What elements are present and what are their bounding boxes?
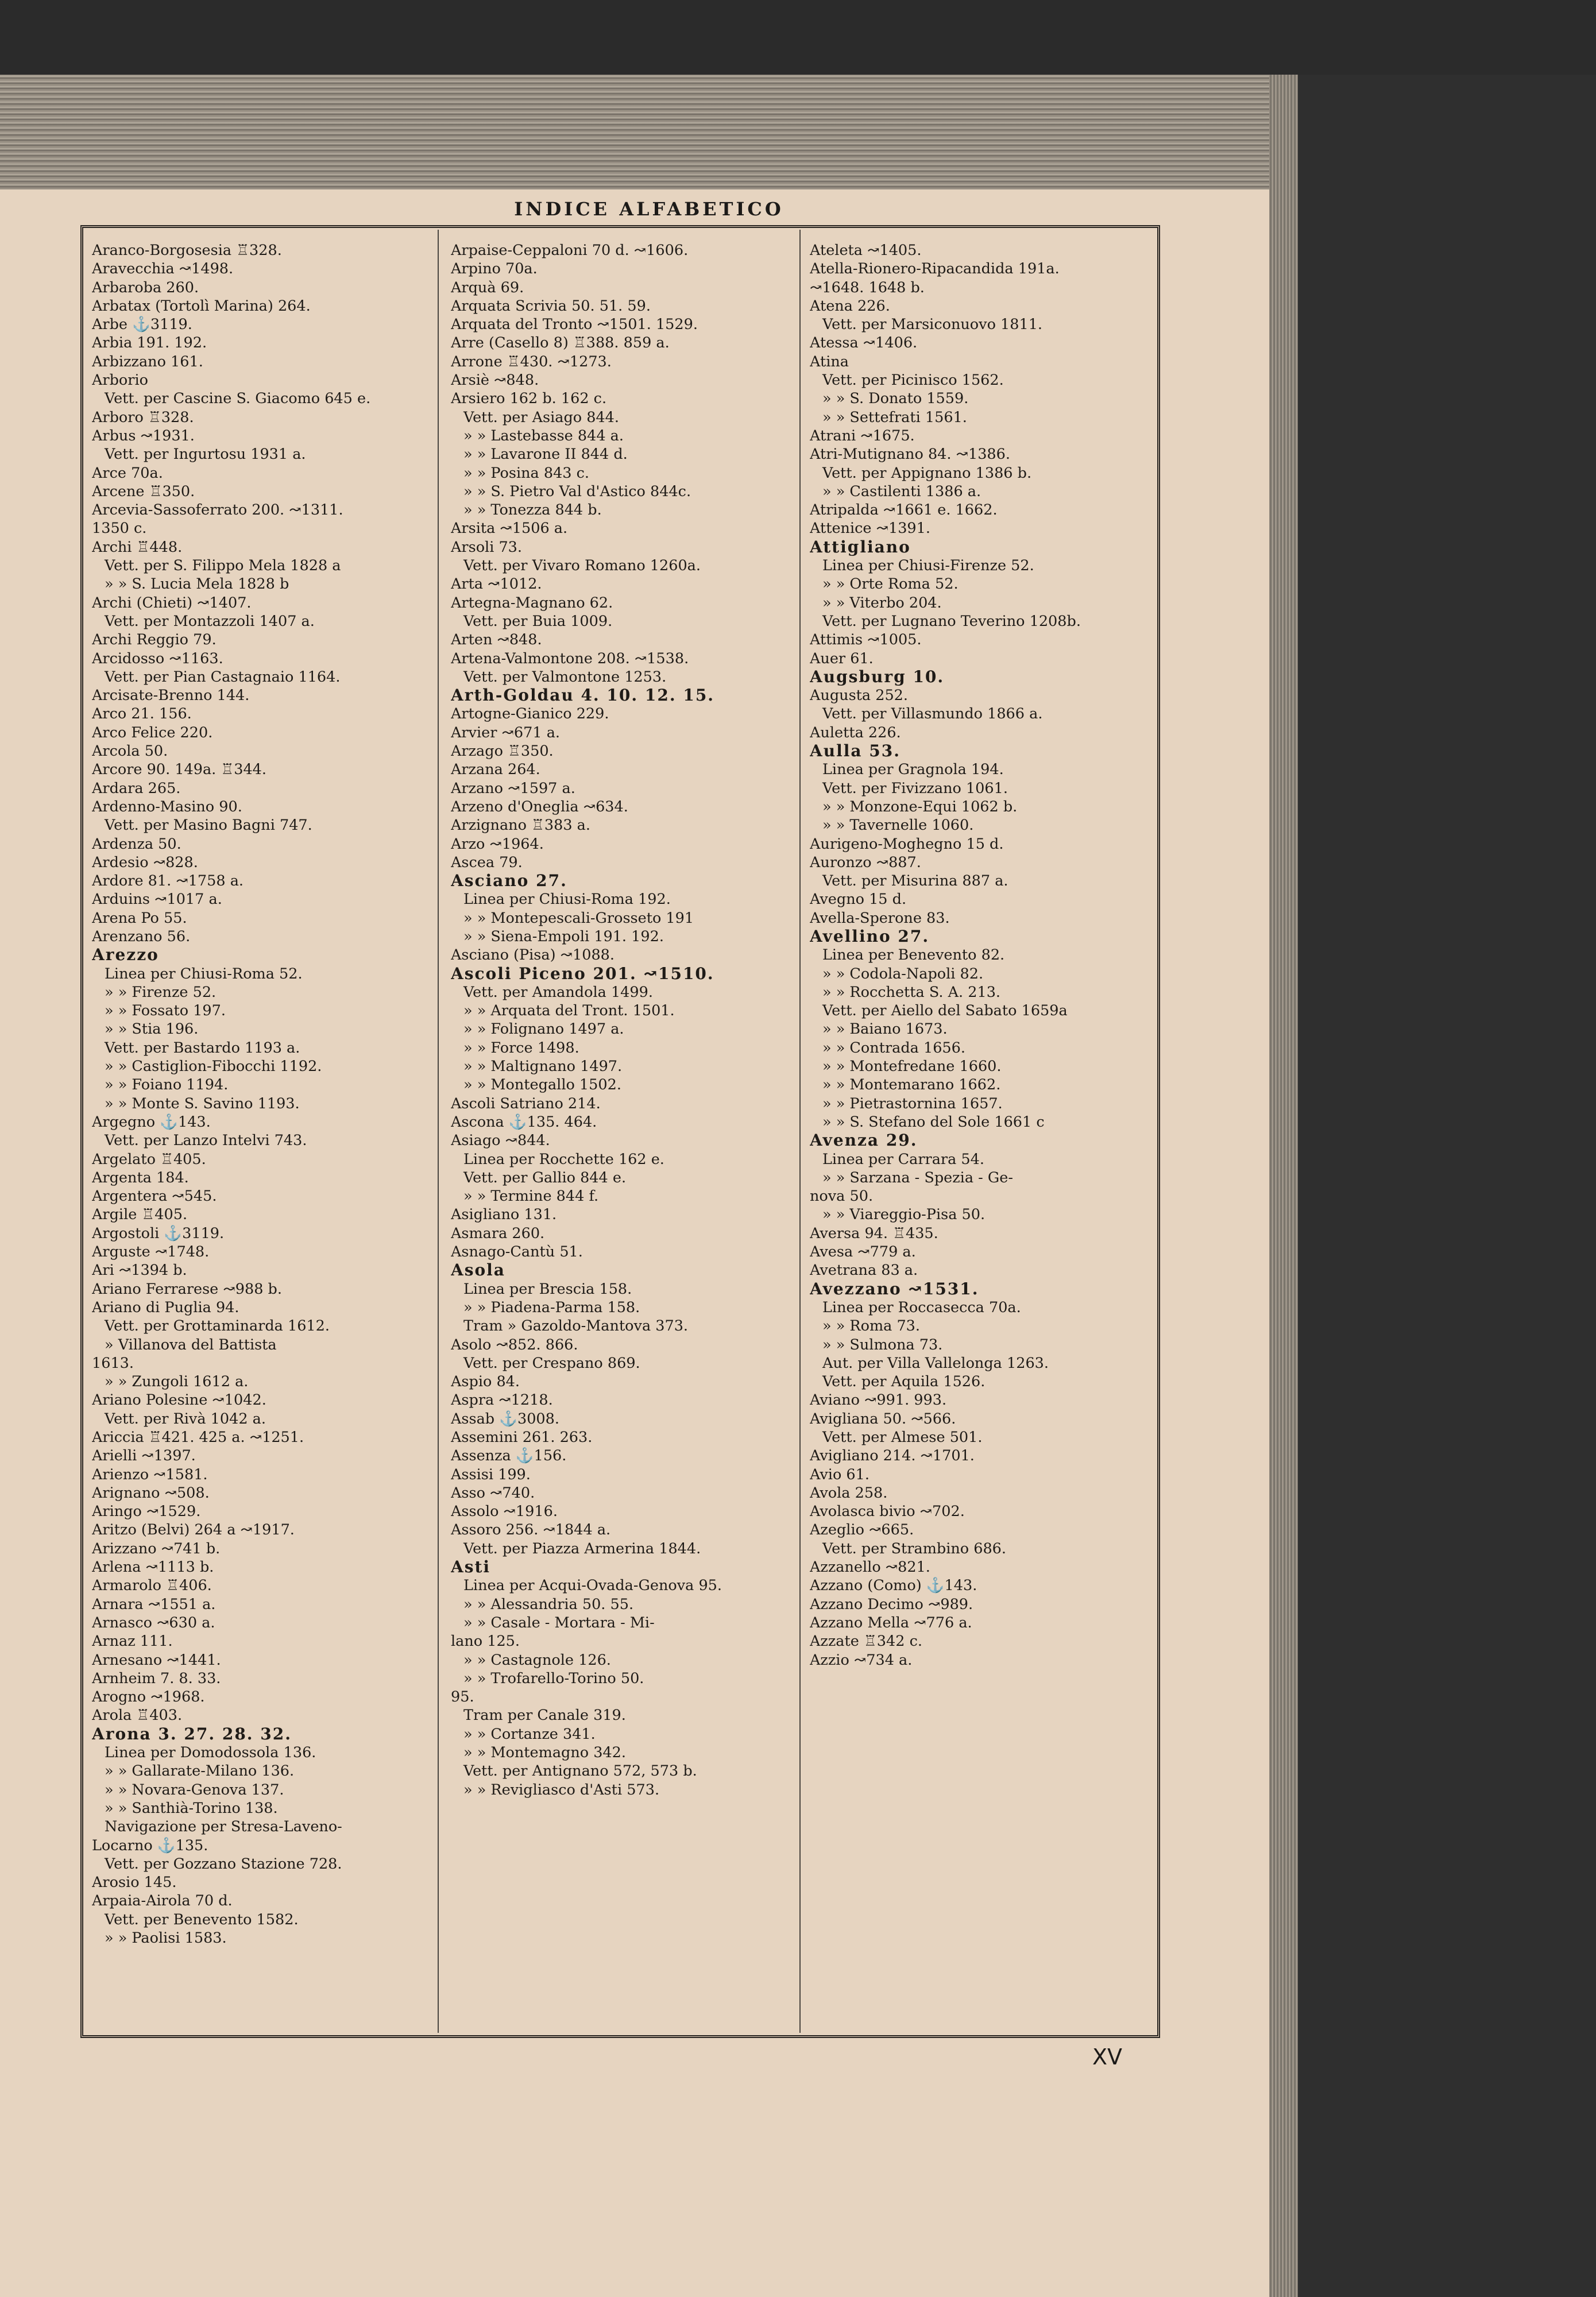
- index-entry: Vett. per Lanzo Intelvi 743.: [105, 1132, 307, 1150]
- index-entry: Arre (Casello 8) ♖388. 859 a.: [451, 334, 670, 352]
- index-entry: Asigliano 131.: [451, 1206, 557, 1224]
- index-entry: Navigazione per Stresa-Laveno-: [105, 1818, 342, 1836]
- index-entry: Vett. per Crespano 869.: [463, 1354, 640, 1372]
- index-entry: » » Rocchetta S. A. 213.: [822, 983, 1001, 1001]
- index-entry: Artegna-Magnano 62.: [451, 594, 613, 612]
- index-entry: Arzana 264.: [451, 761, 540, 779]
- index-entry: Vett. per Fivizzano 1061.: [822, 779, 1008, 797]
- page-stack-edges: [0, 75, 1298, 190]
- index-entry: Assenza ⚓156.: [451, 1447, 567, 1465]
- index-entry: Armarolo ♖406.: [92, 1577, 212, 1595]
- index-entry: Arbus ↝1931.: [92, 427, 195, 444]
- index-entry: Artena-Valmontone 208. ↝1538.: [451, 649, 689, 667]
- index-entry: Arignano ↝508.: [92, 1484, 210, 1502]
- index-entry: Arbizzano 161.: [92, 353, 203, 370]
- index-entry: Asnago-Cantù 51.: [451, 1243, 583, 1261]
- index-entry: 95.: [451, 1688, 474, 1706]
- index-entry: Azeglio ↝665.: [810, 1521, 914, 1539]
- index-entry: Arnheim 7. 8. 33.: [92, 1669, 221, 1687]
- index-entry: » » Force 1498.: [463, 1039, 579, 1057]
- index-entry: Asolo ↝852. 866.: [451, 1336, 578, 1354]
- index-entry: Aranco-Borgosesia ♖328.: [92, 242, 282, 259]
- index-entry: Vett. per Picinisco 1562.: [822, 372, 1004, 389]
- index-entry: Arcene ♖350.: [92, 482, 195, 500]
- index-entry: » » Codola-Napoli 82.: [822, 965, 984, 983]
- index-entry: Ariano Polesine ↝1042.: [92, 1391, 266, 1409]
- index-entry: Aversa 94. ♖435.: [810, 1224, 938, 1242]
- index-entry: Vett. per Valmontone 1253.: [463, 668, 667, 686]
- index-entry: lano 125.: [451, 1633, 520, 1650]
- index-entry: Atena 226.: [810, 297, 890, 315]
- index-entry: Atri-Mutignano 84. ↝1386.: [810, 446, 1010, 463]
- index-entry: Arizzano ↝741 b.: [92, 1540, 221, 1557]
- index-entry: 1350 c.: [92, 520, 147, 537]
- index-entry: Vett. per Asiago 844.: [463, 408, 619, 426]
- index-column-1: [92, 241, 425, 2021]
- index-entry: Linea per Acqui-Ovada-Genova 95.: [463, 1577, 722, 1595]
- index-entry: Azzio ↝734 a.: [810, 1651, 913, 1669]
- index-entry: Vett. per Bastardo 1193 a.: [105, 1039, 300, 1057]
- index-entry: Arpino 70a.: [451, 260, 538, 278]
- index-entry: Arboro ♖328.: [92, 408, 194, 426]
- index-entry: Asciano 27.: [451, 872, 567, 891]
- dark-background: [0, 0, 1596, 75]
- index-entry: Arienzo ↝1581.: [92, 1465, 208, 1483]
- index-entry: Arenzano 56.: [92, 927, 191, 945]
- index-entry: Assisi 199.: [451, 1465, 531, 1483]
- index-entry: Aravecchia ↝1498.: [92, 260, 234, 278]
- index-entry: » » S. Lucia Mela 1828 b: [105, 575, 289, 593]
- index-entry: Ascoli Satriano 214.: [451, 1095, 601, 1112]
- index-entry: » » Alessandria 50. 55.: [463, 1595, 634, 1613]
- index-entry: Ardenza 50.: [92, 835, 181, 853]
- index-entry: » » Viareggio-Pisa 50.: [822, 1206, 986, 1224]
- index-entry: » » Trofarello-Torino 50.: [463, 1669, 644, 1687]
- index-entry: » » Tavernelle 1060.: [822, 817, 974, 834]
- index-entry: Arsiero 162 b. 162 c.: [451, 390, 607, 408]
- index-entry: Avio 61.: [810, 1465, 870, 1483]
- index-entry: Argegno ⚓143.: [92, 1113, 211, 1131]
- index-entry: Aviano ↝991. 993.: [810, 1391, 947, 1409]
- index-entry: Arbatax (Tortolì Marina) 264.: [92, 297, 311, 315]
- index-entry: Argostoli ⚓3119.: [92, 1224, 225, 1242]
- index-entry: Atrani ↝1675.: [810, 427, 915, 444]
- index-entry: Arielli ↝1397.: [92, 1447, 196, 1465]
- index-entry: » » Viterbo 204.: [822, 594, 942, 612]
- index-entry: » » Maltignano 1497.: [463, 1058, 623, 1076]
- index-entry: » » Settefrati 1561.: [822, 408, 967, 426]
- index-entry: » » Foiano 1194.: [105, 1076, 229, 1094]
- index-entry: Arcola 50.: [92, 743, 168, 760]
- index-entry: Arcidosso ↝1163.: [92, 649, 223, 667]
- column-separator: [438, 230, 439, 2033]
- index-entry: Asso ↝740.: [451, 1484, 535, 1502]
- index-entry: Arlena ↝1113 b.: [92, 1559, 214, 1576]
- index-entry: Atina: [810, 353, 849, 370]
- index-entry: Arbia 191. 192.: [92, 334, 207, 352]
- index-entry: Ariccia ♖421. 425 a. ↝1251.: [92, 1429, 304, 1446]
- index-entry: Arco Felice 220.: [92, 724, 213, 741]
- index-entry: Linea per Chiusi-Roma 52.: [105, 965, 303, 983]
- index-entry: Vett. per Appignano 1386 b.: [822, 464, 1032, 482]
- index-entry: » » Castagnole 126.: [463, 1651, 611, 1669]
- index-entry: Vett. per Vivaro Romano 1260a.: [463, 557, 701, 575]
- index-entry: » » Posina 843 c.: [463, 464, 590, 482]
- index-entry: » » Montemagno 342.: [463, 1744, 627, 1762]
- index-entry: Arbe ⚓3119.: [92, 316, 192, 334]
- index-entry: Argenta 184.: [92, 1169, 189, 1186]
- index-entry: Avezzano ↝1531.: [810, 1279, 979, 1298]
- index-entry: Tram » Gazoldo-Mantova 373.: [463, 1317, 689, 1335]
- index-entry: » » Baiano 1673.: [822, 1020, 948, 1038]
- index-entry: » » Roma 73.: [822, 1317, 921, 1335]
- index-entry: » » Novara-Genova 137.: [105, 1781, 284, 1799]
- index-entry: Aurigeno-Moghegno 15 d.: [810, 835, 1004, 853]
- index-entry: Arpaia-Airola 70 d.: [92, 1892, 233, 1910]
- index-entry: Arbaroba 260.: [92, 279, 199, 296]
- index-entry: Arsoli 73.: [451, 538, 523, 556]
- index-entry: Avenza 29.: [810, 1131, 918, 1150]
- index-entry: Assolo ↝1916.: [451, 1503, 558, 1521]
- index-entry: Vett. per Amandola 1499.: [463, 983, 653, 1001]
- index-entry: Vett. per Grottaminarda 1612.: [105, 1317, 330, 1335]
- index-entry: Arezzo: [92, 946, 159, 965]
- index-entry: » » Cortanze 341.: [463, 1725, 596, 1743]
- index-entry: Arosio 145.: [92, 1874, 177, 1892]
- index-entry: ↝1648. 1648 b.: [810, 279, 925, 296]
- index-entry: Arcore 90. 149a. ♖344.: [92, 761, 267, 779]
- index-entry: Avesa ↝779 a.: [810, 1243, 916, 1261]
- index-entry: Arzago ♖350.: [451, 743, 554, 760]
- index-entry: » » Revigliasco d'Asti 573.: [463, 1781, 660, 1799]
- index-entry: » » Termine 844 f.: [463, 1188, 599, 1205]
- index-column-3: [810, 241, 1154, 2021]
- index-entry: 1613.: [92, 1354, 134, 1372]
- index-entry: Arena Po 55.: [92, 909, 187, 927]
- index-entry: Ariano di Puglia 94.: [92, 1298, 239, 1316]
- index-entry: Auronzo ↝887.: [810, 853, 921, 871]
- index-entry: » » Montemarano 1662.: [822, 1076, 1001, 1094]
- index-entry: Ariano Ferrarese ↝988 b.: [92, 1280, 282, 1298]
- index-entry: Vett. per S. Filippo Mela 1828 a: [105, 557, 341, 575]
- index-entry: Tram per Canale 319.: [463, 1707, 626, 1724]
- index-entry: Arquata Scrivia 50. 51. 59.: [451, 297, 651, 315]
- index-entry: Ardara 265.: [92, 779, 181, 797]
- index-entry: » » Sarzana - Spezia - Ge-: [822, 1169, 1013, 1186]
- index-entry: Assab ⚓3008.: [451, 1410, 559, 1428]
- index-entry: Linea per Chiusi-Firenze 52.: [822, 557, 1034, 575]
- index-entry: Archi Reggio 79.: [92, 631, 217, 649]
- index-entry: Linea per Gragnola 194.: [822, 761, 1004, 779]
- index-entry: » » Stia 196.: [105, 1020, 199, 1038]
- index-entry: Arzano ↝1597 a.: [451, 779, 575, 797]
- index-entry: Arogno ↝1968.: [92, 1688, 205, 1706]
- index-entry: Ascona ⚓135. 464.: [451, 1113, 597, 1131]
- index-entry: Vett. per Buia 1009.: [463, 612, 613, 630]
- index-entry: Attimis ↝1005.: [810, 631, 922, 649]
- index-entry: » » Castiglion-Fibocchi 1192.: [105, 1058, 322, 1076]
- index-entry: » Villanova del Battista: [105, 1336, 277, 1354]
- index-entry: Argile ♖405.: [92, 1206, 188, 1224]
- index-entry: Arquata del Tronto ↝1501. 1529.: [451, 316, 698, 334]
- index-entry: Arquà 69.: [451, 279, 524, 296]
- index-entry: » » Monte S. Savino 1193.: [105, 1095, 300, 1112]
- index-entry: Atella-Rionero-Ripacandida 191a.: [810, 260, 1060, 278]
- index-entry: Asmara 260.: [451, 1224, 545, 1242]
- index-entry: Vett. per Marsiconuovo 1811.: [822, 316, 1043, 334]
- index-entry: Vett. per Misurina 887 a.: [822, 872, 1008, 890]
- index-entry: Ari ↝1394 b.: [92, 1262, 187, 1279]
- index-entry: Vett. per Masino Bagni 747.: [105, 817, 312, 834]
- index-entry: » » Castilenti 1386 a.: [822, 482, 981, 500]
- index-entry: Assoro 256. ↝1844 a.: [451, 1521, 611, 1539]
- page-stack-side: [1269, 75, 1298, 2297]
- index-entry: Vett. per Montazzoli 1407 a.: [105, 612, 315, 630]
- index-entry: » » Tonezza 844 b.: [463, 501, 602, 519]
- index-entry: Vett. per Pian Castagnaio 1164.: [105, 668, 341, 686]
- index-entry: Atripalda ↝1661 e. 1662.: [810, 501, 998, 519]
- index-entry: Vett. per Lugnano Teverino 1208b.: [822, 612, 1081, 630]
- index-entry: » » Pietrastornina 1657.: [822, 1095, 1003, 1112]
- index-entry: Asciano (Pisa) ↝1088.: [451, 946, 615, 964]
- index-entry: Azzanello ↝821.: [810, 1559, 930, 1576]
- index-entry: Azzano Decimo ↝989.: [810, 1595, 973, 1613]
- index-entry: Ardesio ↝828.: [92, 853, 198, 871]
- index-entry: Avigliana 50. ↝566.: [810, 1410, 956, 1428]
- index-entry: Aut. per Villa Vallelonga 1263.: [822, 1354, 1049, 1372]
- index-entry: Arsiè ↝848.: [451, 372, 539, 389]
- index-entry: » » Montepescali-Grosseto 191: [463, 909, 694, 927]
- index-entry: Arduins ↝1017 a.: [92, 891, 222, 908]
- index-entry: » » S. Donato 1559.: [822, 390, 969, 408]
- index-entry: Auer 61.: [810, 649, 874, 667]
- index-entry: Asti: [451, 1558, 491, 1577]
- index-entry: Argelato ♖405.: [92, 1150, 206, 1168]
- index-entry: Linea per Brescia 158.: [463, 1280, 632, 1298]
- index-entry: Linea per Rocchette 162 e.: [463, 1150, 664, 1168]
- index-entry: Augusta 252.: [810, 687, 909, 705]
- index-entry: Arnesano ↝1441.: [92, 1651, 221, 1669]
- index-entry: Arco 21. 156.: [92, 705, 192, 723]
- index-entry: » » Folignano 1497 a.: [463, 1020, 624, 1038]
- page-header: INDICE ALFABETICO: [514, 198, 784, 220]
- index-entry: Augsburg 10.: [810, 667, 945, 686]
- index-entry: » » Casale - Mortara - Mi-: [463, 1614, 655, 1631]
- index-entry: Avegno 15 d.: [810, 891, 907, 908]
- index-entry: » » Arquata del Tront. 1501.: [463, 1002, 675, 1020]
- index-entry: Attenice ↝1391.: [810, 520, 930, 537]
- index-entry: Linea per Carrara 54.: [822, 1150, 984, 1168]
- index-entry: Ardore 81. ↝1758 a.: [92, 872, 244, 890]
- index-entry: » » Lavarone II 844 d.: [463, 446, 628, 463]
- index-entry: Avella-Sperone 83.: [810, 909, 950, 927]
- index-entry: Vett. per Aquila 1526.: [822, 1373, 986, 1391]
- index-entry: Vett. per Gozzano Stazione 728.: [105, 1855, 342, 1873]
- index-entry: Arnara ↝1551 a.: [92, 1595, 216, 1613]
- index-entry: » » Gallarate-Milano 136.: [105, 1762, 295, 1780]
- index-entry: Arzignano ♖383 a.: [451, 817, 590, 834]
- index-column-2: [451, 241, 790, 2021]
- index-entry: » » Montegallo 1502.: [463, 1076, 621, 1094]
- index-entry: Aspio 84.: [451, 1373, 520, 1391]
- index-entry: Azzate ♖342 c.: [810, 1633, 922, 1650]
- index-entry: » » Fossato 197.: [105, 1002, 226, 1020]
- index-entry: » » Contrada 1656.: [822, 1039, 965, 1057]
- index-entry: » » Paolisi 1583.: [105, 1929, 227, 1947]
- index-entry: » » Piadena-Parma 158.: [463, 1298, 640, 1316]
- index-entry: Arce 70a.: [92, 464, 163, 482]
- index-entry: Arzeno d'Oneglia ↝634.: [451, 798, 628, 815]
- index-entry: Ascea 79.: [451, 853, 523, 871]
- index-entry: Argentera ↝545.: [92, 1188, 217, 1205]
- index-entry: Arvier ↝671 a.: [451, 724, 561, 741]
- index-entry: » » S. Stefano del Sole 1661 c: [822, 1113, 1045, 1131]
- index-entry: Arten ↝848.: [451, 631, 542, 649]
- index-entry: nova 50.: [810, 1188, 874, 1205]
- index-entry: Vett. per Cascine S. Giacomo 645 e.: [105, 390, 371, 408]
- index-entry: Vett. per Villasmundo 1866 a.: [822, 705, 1043, 723]
- index-entry: Linea per Chiusi-Roma 192.: [463, 891, 671, 908]
- index-entry: Archi (Chieti) ↝1407.: [92, 594, 252, 612]
- index-entry: Arzo ↝1964.: [451, 835, 544, 853]
- index-entry: » » Zungoli 1612 a.: [105, 1373, 249, 1391]
- index-entry: Arona 3. 27. 28. 32.: [92, 1724, 292, 1743]
- index-entry: Linea per Roccasecca 70a.: [822, 1298, 1021, 1316]
- index-entry: Arola ♖403.: [92, 1707, 183, 1724]
- index-entry: Vett. per Strambino 686.: [822, 1540, 1007, 1557]
- index-entry: Locarno ⚓135.: [92, 1836, 208, 1854]
- index-entry: Auletta 226.: [810, 724, 901, 741]
- index-entry: Asola: [451, 1261, 505, 1280]
- index-entry: Archi ♖448.: [92, 538, 183, 556]
- index-entry: Azzano Mella ↝776 a.: [810, 1614, 972, 1631]
- index-entry: » » Montefredane 1660.: [822, 1058, 1002, 1076]
- index-entry: Vett. per Gallio 844 e.: [463, 1169, 627, 1186]
- index-entry: Vett. per Benevento 1582.: [105, 1911, 299, 1928]
- index-entry: » » Santhià-Torino 138.: [105, 1799, 278, 1817]
- index-entry: Aritzo (Belvi) 264 a ↝1917.: [92, 1521, 295, 1539]
- index-entry: Avigliano 214. ↝1701.: [810, 1447, 975, 1465]
- index-entry: Asiago ↝844.: [451, 1132, 550, 1150]
- index-entry: Aulla 53.: [810, 742, 901, 761]
- column-separator: [799, 230, 801, 2033]
- index-entry: Aspra ↝1218.: [451, 1391, 553, 1409]
- index-entry: Arnasco ↝630 a.: [92, 1614, 215, 1631]
- index-entry: Aringo ↝1529.: [92, 1503, 201, 1521]
- index-entry: Vett. per Ingurtosu 1931 a.: [105, 446, 306, 463]
- index-entry: Avellino 27.: [810, 927, 930, 946]
- index-entry: » » S. Pietro Val d'Astico 844c.: [463, 482, 691, 500]
- page-number: XV: [1092, 2044, 1123, 2070]
- index-entry: Vett. per Antignano 572, 573 b.: [463, 1762, 697, 1780]
- index-entry: Avetrana 83 a.: [810, 1262, 918, 1279]
- index-entry: Arborio: [92, 372, 148, 389]
- index-entry: Ateleta ↝1405.: [810, 242, 922, 259]
- index-entry: Ascoli Piceno 201. ↝1510.: [451, 964, 714, 983]
- index-entry: Arsita ↝1506 a.: [451, 520, 568, 537]
- index-entry: Vett. per Aiello del Sabato 1659a: [822, 1002, 1068, 1020]
- index-entry: Arguste ↝1748.: [92, 1243, 210, 1261]
- index-entry: » » Siena-Empoli 191. 192.: [463, 927, 664, 945]
- index-entry: Artogne-Gianico 229.: [451, 705, 609, 723]
- index-entry: Vett. per Piazza Armerina 1844.: [463, 1540, 701, 1557]
- index-entry: Vett. per Almese 501.: [822, 1429, 983, 1446]
- index-entry: Avolasca bivio ↝702.: [810, 1503, 965, 1521]
- index-entry: Arth-Goldau 4. 10. 12. 15.: [451, 686, 715, 705]
- index-entry: Ardenno-Masino 90.: [92, 798, 242, 815]
- index-entry: Arpaise-Ceppaloni 70 d. ↝1606.: [451, 242, 689, 259]
- index-entry: Linea per Domodossola 136.: [105, 1744, 316, 1762]
- index-entry: Avola 258.: [810, 1484, 888, 1502]
- index-entry: Arta ↝1012.: [451, 575, 542, 593]
- index-entry: Linea per Benevento 82.: [822, 946, 1005, 964]
- index-entry: » » Monzone-Equi 1062 b.: [822, 798, 1018, 815]
- index-entry: Atessa ↝1406.: [810, 334, 918, 352]
- index-entry: Arrone ♖430. ↝1273.: [451, 353, 612, 370]
- index-entry: Assemini 261. 263.: [451, 1429, 593, 1446]
- index-entry: Vett. per Rivà 1042 a.: [105, 1410, 266, 1428]
- index-entry: » » Orte Roma 52.: [822, 575, 959, 593]
- index-entry: » » Lastebasse 844 a.: [463, 427, 624, 444]
- index-entry: » » Sulmona 73.: [822, 1336, 943, 1354]
- index-entry: Arnaz 111.: [92, 1633, 173, 1650]
- index-entry: Attigliano: [810, 537, 911, 556]
- index-entry: Azzano (Como) ⚓143.: [810, 1577, 977, 1595]
- index-entry: Arcevia-Sassoferrato 200. ↝1311.: [92, 501, 343, 519]
- index-entry: Arcisate-Brenno 144.: [92, 687, 250, 705]
- index-entry: » » Firenze 52.: [105, 983, 217, 1001]
